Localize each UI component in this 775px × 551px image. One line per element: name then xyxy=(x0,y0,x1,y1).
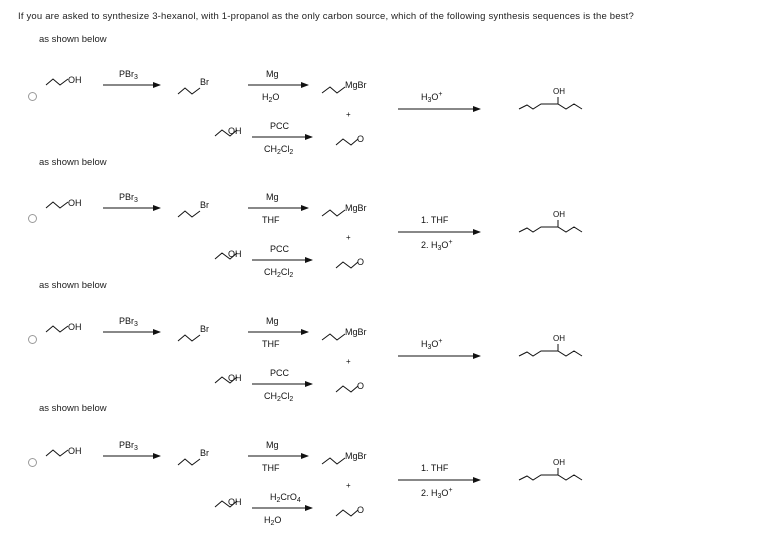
bromide-label: Br xyxy=(200,324,209,334)
propanol-structure-2 xyxy=(215,497,242,507)
pbr3-label: PBr$_3$ xyxy=(119,69,138,81)
alcohol-label-2: OH xyxy=(228,373,242,383)
option-label-d: as shown below xyxy=(39,403,107,414)
grignard-label: MgBr xyxy=(345,327,367,337)
grignard-reagent-top: Mg xyxy=(266,69,279,79)
oxidant-top: PCC xyxy=(270,121,290,131)
grignard-reagent-top: Mg xyxy=(266,440,279,450)
option-label-a: as shown below xyxy=(39,34,107,45)
bromide-label: Br xyxy=(200,77,209,87)
alcohol-label: OH xyxy=(68,322,82,332)
pbr3-label: PBr$_3$ xyxy=(119,192,138,204)
reaction-scheme xyxy=(0,431,775,551)
final-conditions-1: $H_3O^+$ xyxy=(421,338,443,351)
bromide-label: Br xyxy=(200,448,209,458)
product-oh-label: OH xyxy=(553,210,565,219)
grignard-reagent-top: Mg xyxy=(266,192,279,202)
propanol-structure-2 xyxy=(215,249,242,259)
final-conditions-2: 2. $H_3O^+$ xyxy=(421,239,453,252)
propanol-structure xyxy=(46,198,82,208)
grignard-structure xyxy=(322,203,367,216)
aldehyde-label: O xyxy=(357,505,365,515)
alcohol-label-2: OH xyxy=(228,249,242,259)
aldehyde-label: O xyxy=(357,134,365,144)
grignard-label: MgBr xyxy=(345,80,367,90)
grignard-reagent-bottom: $H_2O$ xyxy=(262,92,280,104)
alcohol-label: OH xyxy=(68,446,82,456)
aldehyde-label: O xyxy=(357,381,365,391)
propanol-structure-2 xyxy=(215,126,242,136)
reaction-scheme xyxy=(0,307,775,427)
hexanol-structure xyxy=(519,334,582,356)
propanol-structure xyxy=(46,322,82,332)
oxidant-top: $H_2CrO_4$ xyxy=(270,492,301,504)
propanol-structure xyxy=(46,75,82,85)
propyl-bromide-structure xyxy=(178,324,209,341)
oxidant-bottom: $CH_2Cl_2$ xyxy=(264,144,294,156)
oxidant-top: PCC xyxy=(270,368,290,378)
plus-sign: + xyxy=(346,481,351,490)
final-conditions-1: $H_3O^+$ xyxy=(421,91,443,104)
hexanol-structure xyxy=(519,87,582,109)
grignard-structure xyxy=(322,80,367,93)
aldehyde-label: O xyxy=(357,257,365,267)
pbr3-label: PBr$_3$ xyxy=(119,316,138,328)
propanol-structure xyxy=(46,446,82,456)
reaction-scheme xyxy=(0,60,775,180)
grignard-label: MgBr xyxy=(345,451,367,461)
plus-sign: + xyxy=(346,233,351,242)
hexanol-structure xyxy=(519,210,582,232)
product-oh-label: OH xyxy=(553,458,565,467)
reaction-scheme xyxy=(0,183,775,303)
scheme-d xyxy=(0,431,775,551)
propanal-structure xyxy=(336,381,364,392)
propanol-structure-2 xyxy=(215,373,242,383)
alcohol-label-2: OH xyxy=(228,126,242,136)
alcohol-label-2: OH xyxy=(228,497,242,507)
question-text: If you are asked to synthesize 3-hexanol, with 1-propanol as the only carbon source, which of the following synthesis sequences is the best? xyxy=(18,11,634,22)
propanal-structure xyxy=(336,257,364,268)
propanal-structure xyxy=(336,505,364,516)
scheme-b xyxy=(0,183,775,303)
grignard-reagent-bottom: THF xyxy=(262,215,280,225)
scheme-c xyxy=(0,307,775,427)
grignard-reagent-top: Mg xyxy=(266,316,279,326)
oxidant-bottom: $H_2O$ xyxy=(264,515,282,527)
option-label-c: as shown below xyxy=(39,280,107,291)
final-conditions-1: 1. THF xyxy=(421,463,449,473)
grignard-reagent-bottom: THF xyxy=(262,463,280,473)
propyl-bromide-structure xyxy=(178,77,209,94)
product-oh-label: OH xyxy=(553,334,565,343)
pbr3-label: PBr$_3$ xyxy=(119,440,138,452)
grignard-structure xyxy=(322,327,367,340)
propanal-structure xyxy=(336,134,364,145)
product-oh-label: OH xyxy=(553,87,565,96)
oxidant-top: PCC xyxy=(270,244,290,254)
alcohol-label: OH xyxy=(68,198,82,208)
bromide-label: Br xyxy=(200,200,209,210)
plus-sign: + xyxy=(346,110,351,119)
scheme-a xyxy=(0,60,775,180)
propyl-bromide-structure xyxy=(178,200,209,217)
oxidant-bottom: $CH_2Cl_2$ xyxy=(264,267,294,279)
oxidant-bottom: $CH_2Cl_2$ xyxy=(264,391,294,403)
plus-sign: + xyxy=(346,357,351,366)
grignard-label: MgBr xyxy=(345,203,367,213)
propyl-bromide-structure xyxy=(178,448,209,465)
final-conditions-1: 1. THF xyxy=(421,215,449,225)
grignard-structure xyxy=(322,451,367,464)
option-label-b: as shown below xyxy=(39,157,107,168)
grignard-reagent-bottom: THF xyxy=(262,339,280,349)
alcohol-label: OH xyxy=(68,75,82,85)
hexanol-structure xyxy=(519,458,582,480)
final-conditions-2: 2. $H_3O^+$ xyxy=(421,487,453,500)
